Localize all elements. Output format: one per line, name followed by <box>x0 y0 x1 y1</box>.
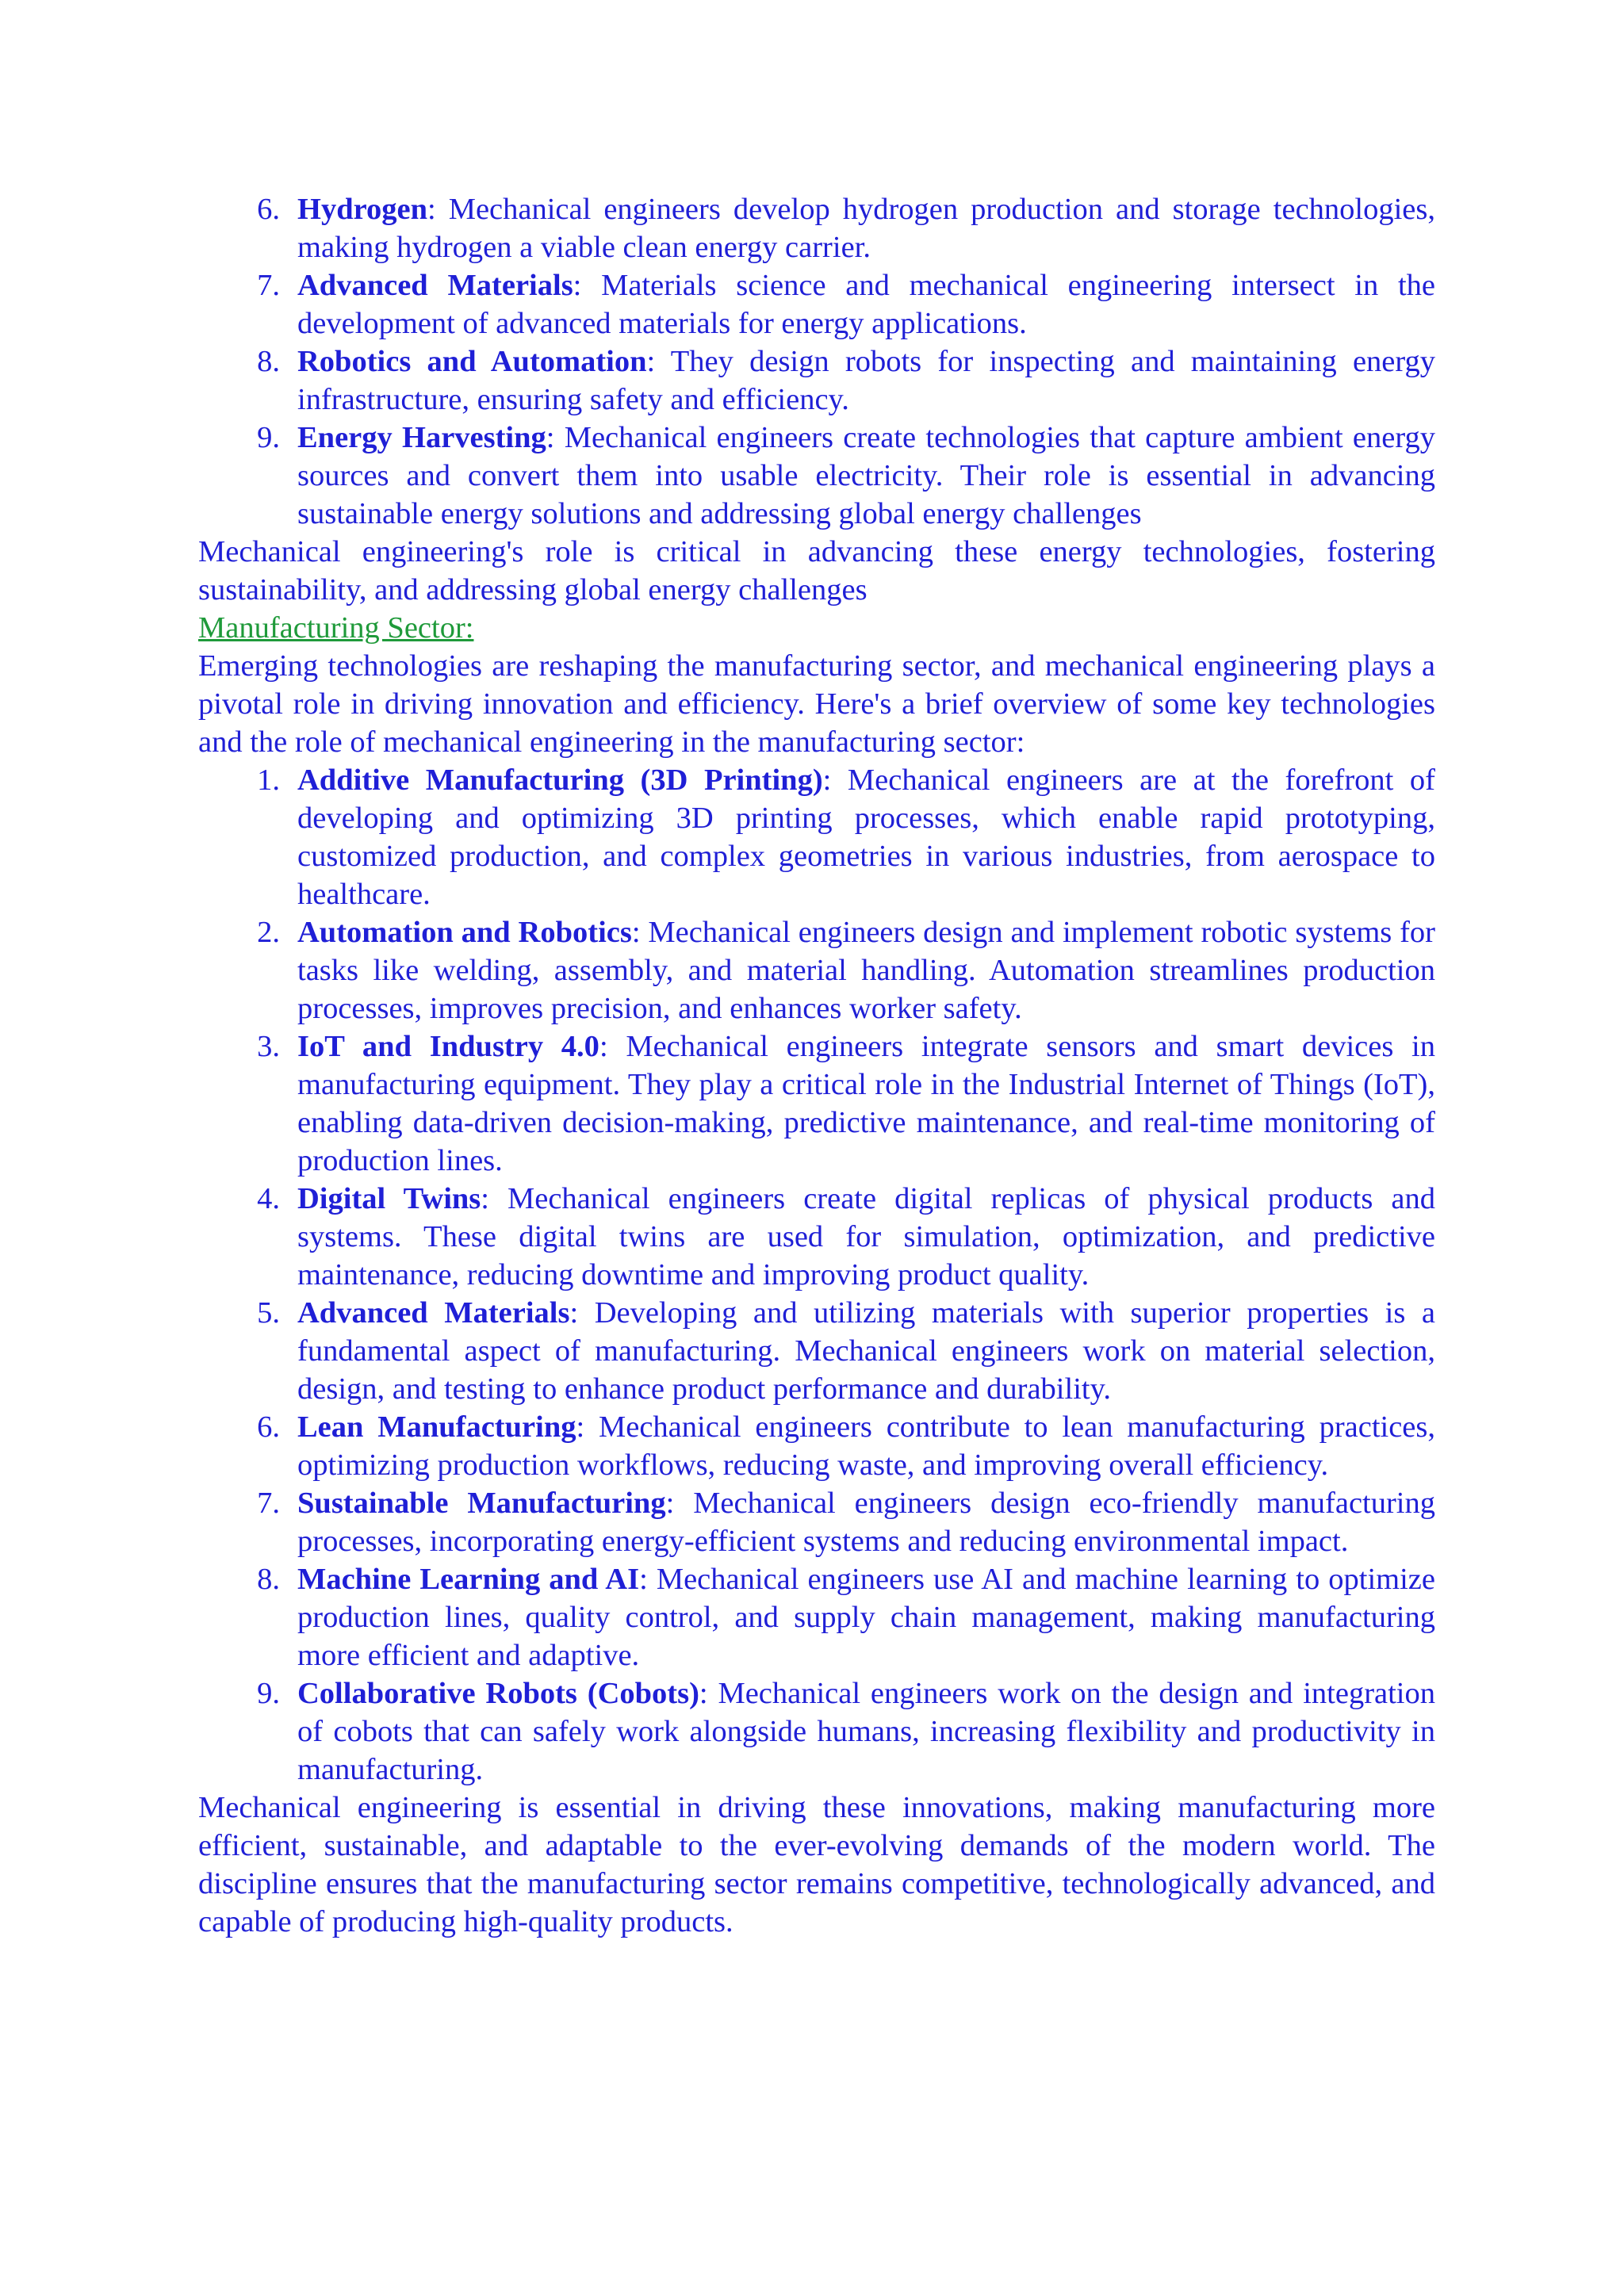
list-item-text: : Mechanical engineers create technologies that capture ambient energy sources and convert them into usable electricity. Their role is essential in advancing sustainable energy solutions and addressing global energy challenges <box>297 421 1435 530</box>
energy-conclusion-paragraph: Mechanical engineering's role is critical in advancing these energy technologies, fostering sustainability, and addressing global energy challenges <box>198 535 1435 607</box>
list-item <box>198 342 1435 419</box>
list-item <box>198 266 1435 342</box>
manufacturing-technologies-list <box>198 761 1435 1789</box>
list-item-text: : Mechanical engineers design eco-friendly manufacturing processes, incorporating energy-efficient systems and reducing environmental impact. <box>297 1487 1435 1558</box>
list-item <box>198 1294 1435 1408</box>
manufacturing-conclusion-paragraph: Mechanical engineering is essential in driving these innovations, making manufacturing more efficient, sustainable, and adaptable to the ever-evolving demands of the modern world. The discipline ensures that the manufacturing sector remains competitive, technologically advanced, and capable of producing high-quality products. <box>198 1791 1435 1938</box>
list-item-text: : Developing and utilizing materials with superior properties is a fundamental aspect of manufacturing. Mechanical engineers work on material selection, design, and testing to enhance product performance and durability. <box>297 1296 1435 1406</box>
list-number: 4. <box>257 1182 280 1215</box>
list-number: 3. <box>257 1030 280 1063</box>
list-item-text: : Materials science and mechanical engineering intersect in the development of advanced materials for energy applications. <box>297 269 1435 340</box>
list-item-term: Digital Twins <box>297 1182 481 1215</box>
list-number: 6. <box>257 193 280 226</box>
document-body <box>198 190 1435 1941</box>
list-number: 8. <box>257 1563 280 1596</box>
list-item-term: Robotics and Automation <box>297 345 647 378</box>
list-item <box>198 1674 1435 1789</box>
list-number: 5. <box>257 1296 280 1330</box>
list-item-term: Advanced Materials <box>297 1296 570 1330</box>
list-item-term: Sustainable Manufacturing <box>297 1487 666 1520</box>
list-item-term: IoT and Industry 4.0 <box>297 1030 599 1063</box>
manufacturing-intro-paragraph: Emerging technologies are reshaping the manufacturing sector, and mechanical engineering plays a pivotal role in driving innovation and efficiency. Here's a brief overview of some key technologies and the role of mechanical engineering in the manufacturing sector: <box>198 649 1435 759</box>
list-number: 8. <box>257 345 280 378</box>
list-item <box>198 1408 1435 1484</box>
list-item-text: : They design robots for inspecting and maintaining energy infrastructure, ensuring safety and efficiency. <box>297 345 1436 416</box>
list-number: 7. <box>257 269 280 302</box>
list-item-text: : Mechanical engineers integrate sensors and smart devices in manufacturing equipment. They play a critical role in the Industrial Internet of Things (IoT), enabling data-driven decision-making, predictive maintenance, and real-time monitoring of production lines. <box>297 1030 1435 1177</box>
list-item <box>198 419 1435 533</box>
list-item-text: : Mechanical engineers contribute to lean manufacturing practices, optimizing production workflows, reducing waste, and improving overall efficiency. <box>297 1410 1435 1482</box>
list-item-term: Lean Manufacturing <box>297 1410 576 1444</box>
list-item-term: Automation and Robotics <box>297 916 632 949</box>
list-item-text: : Mechanical engineers develop hydrogen production and storage technologies, making hydrogen a viable clean energy carrier. <box>297 193 1435 264</box>
list-number: 9. <box>257 1677 280 1710</box>
list-item <box>198 913 1435 1027</box>
list-item-text: : Mechanical engineers create digital replicas of physical products and systems. These digital twins are used for simulation, optimization, and predictive maintenance, reducing downtime and improving product quality. <box>297 1182 1435 1292</box>
list-item-term: Advanced Materials <box>297 269 573 302</box>
list-item <box>198 1484 1435 1560</box>
manufacturing-section-heading: Manufacturing Sector: <box>198 611 474 645</box>
list-number: 2. <box>257 916 280 949</box>
list-item-text: : Mechanical engineers use AI and machine learning to optimize production lines, quality control, and supply chain management, making manufacturing more efficient and adaptive. <box>297 1563 1435 1672</box>
list-item-term: Hydrogen <box>297 193 428 226</box>
list-number: 7. <box>257 1487 280 1520</box>
list-item-term: Machine Learning and AI <box>297 1563 640 1596</box>
list-item <box>198 1560 1435 1674</box>
list-item <box>198 1027 1435 1180</box>
list-item <box>198 190 1435 266</box>
list-item-term: Collaborative Robots (Cobots) <box>297 1677 699 1710</box>
list-number: 9. <box>257 421 280 454</box>
list-item-text: : Mechanical engineers are at the forefront of developing and optimizing 3D printing processes, which enable rapid prototyping, customized production, and complex geometries in various industries, from aerospace to healthcare. <box>297 763 1435 911</box>
list-item <box>198 1180 1435 1294</box>
list-item-text: : Mechanical engineers work on the design and integration of cobots that can safely work alongside humans, increasing flexibility and productivity in manufacturing. <box>297 1677 1435 1786</box>
list-number: 1. <box>257 763 280 797</box>
energy-technologies-list <box>198 190 1435 533</box>
list-number: 6. <box>257 1410 280 1444</box>
list-item-term: Energy Harvesting <box>297 421 546 454</box>
list-item-text: : Mechanical engineers design and implement robotic systems for tasks like welding, assembly, and material handling. Automation streamlines production processes, improves precision, and enhances worker safety. <box>297 916 1435 1025</box>
list-item-term: Additive Manufacturing (3D Printing) <box>297 763 823 797</box>
list-item <box>198 761 1435 913</box>
